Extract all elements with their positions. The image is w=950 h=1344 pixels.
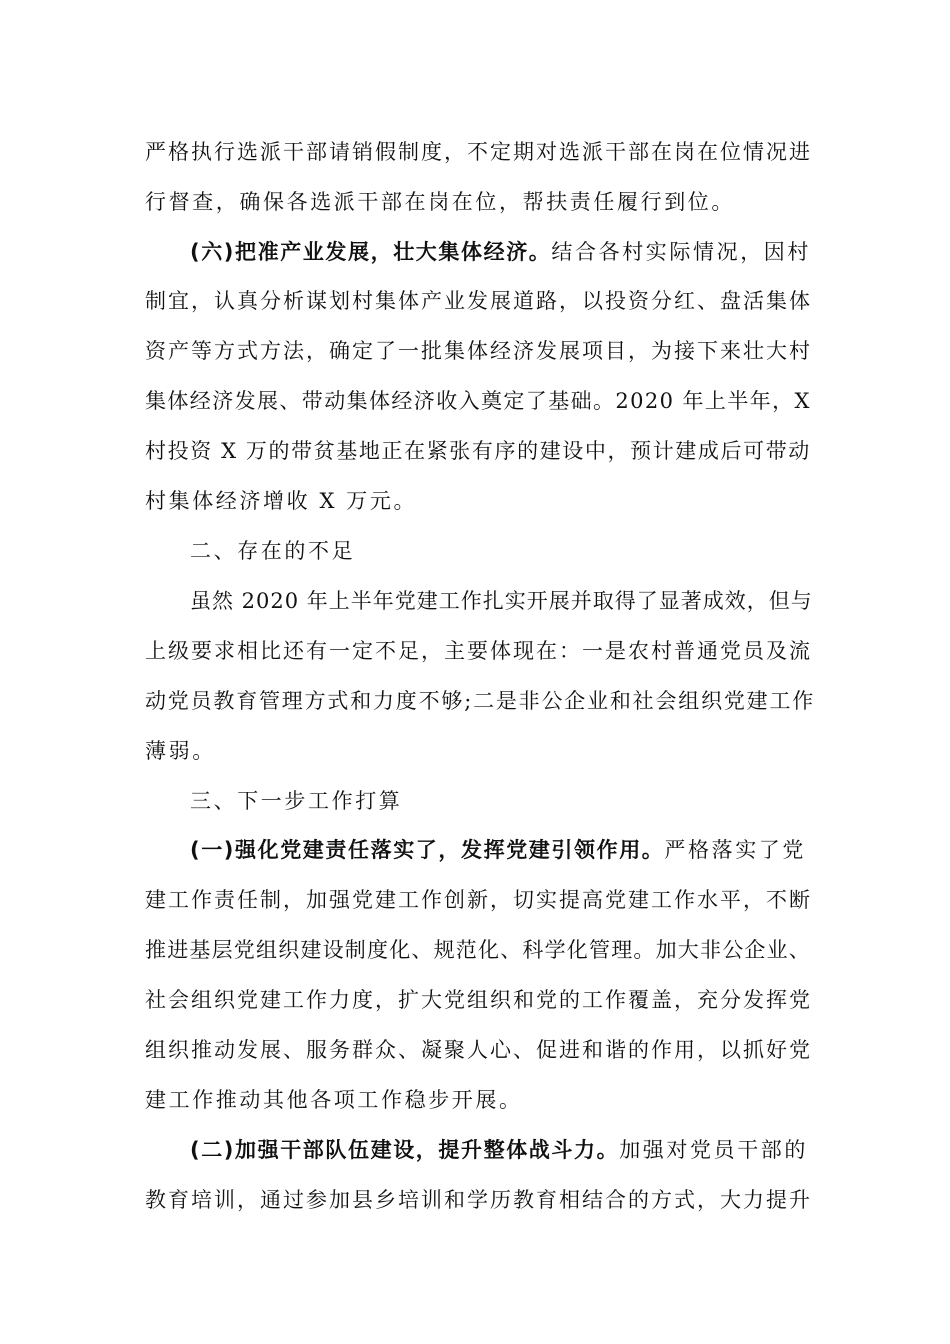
text-line: 村投资 X 万的带贫基地正在紧张有序的建设中，预计建成后可带动 [145, 439, 811, 463]
paragraph-six-first-line [190, 237, 815, 267]
text-line: 动党员教育管理方式和力度不够;二是非公企业和社会组织党建工作 [145, 689, 816, 713]
section-heading-one: (一)强化党建责任落实了，发挥党建引领作用。 [190, 838, 665, 862]
text-line: 资产等方式方法，确定了一批集体经济发展项目，为接下来壮大村 [145, 339, 812, 363]
text-line: 推进基层党组织建设制度化、规范化、科学化管理。加大非公企业、 [145, 938, 811, 962]
text-line: 薄弱。 [145, 739, 216, 763]
text-line: 上级要求相比还有一定不足，主要体现在：一是农村普通党员及流 [145, 639, 812, 663]
text-line: 建工作责任制，加强党建工作创新，切实提高党建工作水平，不断 [145, 888, 812, 912]
text-line: 制宜，认真分析谋划村集体产业发展道路，以投资分红、盘活集体 [145, 289, 812, 313]
paragraph-one-first-line [190, 835, 815, 865]
heading-next-steps: 三、下一步工作打算 [190, 789, 403, 813]
section-heading-two: (二)加强干部队伍建设，提升整体战斗力。 [190, 1138, 620, 1162]
text-line: 村集体经济增收 X 万元。 [145, 489, 418, 513]
heading-shortcomings: 二、存在的不足 [190, 539, 356, 563]
text-run: 严格落实了党 [664, 838, 807, 862]
text-line: 社会组织党建工作力度，扩大党组织和党的工作覆盖，充分发挥党 [145, 988, 812, 1012]
text-run: 加强对党员干部的 [619, 1138, 809, 1162]
text-run: 结合各村实际情况，因村 [551, 240, 812, 264]
text-line: 建工作推动其他各项工作稳步开展。 [145, 1088, 523, 1112]
paragraph-two-first-line [190, 1135, 815, 1165]
text-line: 行督查，确保各选派干部在岗在位，帮扶责任履行到位。 [145, 190, 735, 214]
section-heading-six: (六)把准产业发展，壮大集体经济。 [190, 240, 552, 264]
text-line: 严格执行选派干部请销假制度，不定期对选派干部在岗在位情况进 [145, 140, 812, 164]
text-line: 教育培训，通过参加县乡培训和学历教育相结合的方式，大力提升 [145, 1188, 812, 1212]
text-line: 虽然 2020 年上半年党建工作扎实开展并取得了显著成效，但与 [190, 589, 813, 613]
text-line: 集体经济发展、带动集体经济收入奠定了基础。2020 年上半年，X [145, 389, 811, 413]
text-line: 组织推动发展、服务群众、凝聚人心、促进和谐的作用，以抓好党 [145, 1038, 812, 1062]
